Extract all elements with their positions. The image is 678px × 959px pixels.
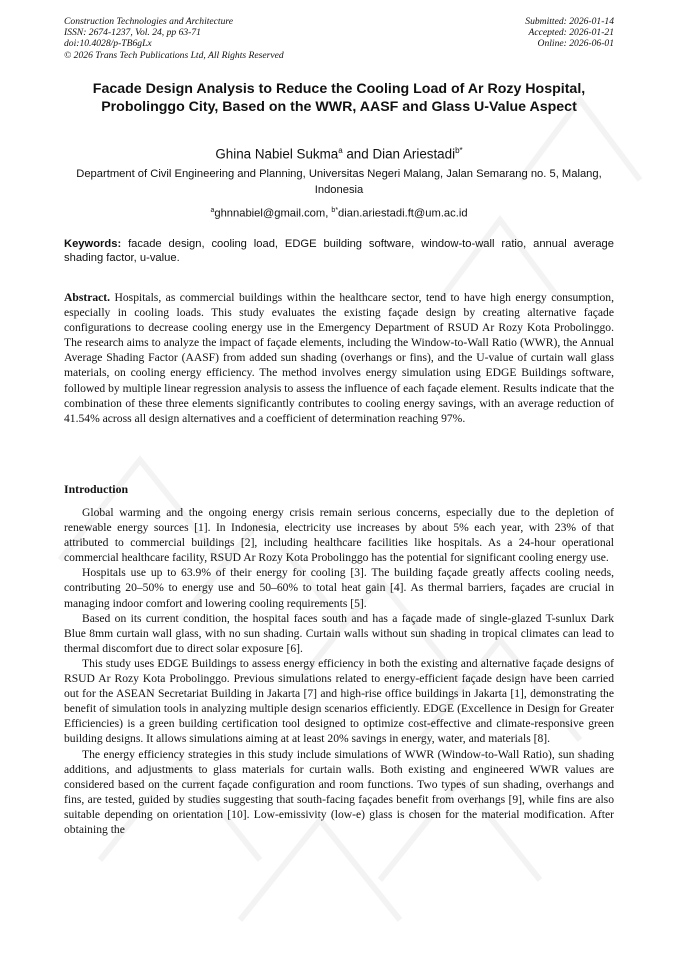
abstract-label: Abstract. [64,291,111,304]
author-2: Dian Ariestadi [372,146,456,162]
email-1-mark: a [210,207,215,214]
keywords-label: Keywords: [64,238,122,250]
introduction-body [64,505,614,837]
author-1-affil-mark: a [338,146,343,155]
email-1-link[interactable]: ghnnabiel@gmail.com, [214,207,332,220]
online-date: Online: 2026-06-01 [537,38,614,50]
abstract-text: Hospitals, as commercial buildings within the healthcare sector, tend to have high energy consumption, especially in cooling loads. This study evaluates the existing façade design by creating alternative façade configurations to decrease cooling energy use in the Emergency Department of RSUD Ar Rozy Kota Probolinggo. The research aims to analyze the impact of façade elements, including the Window-to-Wall Ratio (WWR), the Annual Average Shading Factor (AASF) from added sun shading (overhangs or fins), and the U-value of curtain wall glass materials, on cooling energy efficiency. The method involves energy simulation using EDGE Buildings software, followed by multiple linear regression analysis to assess the influence of each façade element. Results indicate that the combination of these three elements significantly contributes to cooling energy savings, with an average reduction of 41.54% across all design alternatives and a coefficient of determination reaching 97%. [64,291,614,425]
copyright-line: © 2026 Trans Tech Publications Ltd, All Rights Reserved [64,49,284,61]
intro-paragraph: Based on its current condition, the hospital faces south and has a façade made of single-glazed T-sunlux Dark Blue 8mm curtain wall glass, with no sun shading. Curtain walls without sun shading in tropical climates can lead to thermal discomfort due to direct solar exposure [6]. [64,611,614,655]
journal-name: Construction Technologies and Architecture [64,16,234,27]
submitted-date: Submitted: 2026-01-14 [525,16,614,27]
email-2-link[interactable]: dian.ariestadi.ft@um.ac.id [338,207,468,220]
journal-info [64,16,284,61]
intro-paragraph: Hospitals use up to 63.9% of their energy for cooling [3]. The building façade greatly affects cooling needs, contributing 20–50% to energy use and 50–60% to total heat gain [4]. As thermal barriers, façades are crucial in managing indoor comfort and lowering cooling requirements [5]. [64,566,614,610]
keywords [64,237,614,265]
intro-paragraph: Global warming and the ongoing energy crisis remain serious concerns, especially due to the depletion of renewable energy sources [1]. In Indonesia, electricity use increases by about 5% each year, with 23% of that attributed to commercial buildings [2], including healthcare facilities like hospitals. As a 24-hour operational commercial healthcare facility, RSUD Ar Rozy Kota Probolinggo has the potential for significant cooling energy use. [64,506,614,565]
affiliation: Department of Civil Engineering and Planning, Universitas Negeri Malang, Jalan Semarang no. 5, Malang, Indonesia [76,168,602,196]
abstract [64,290,614,426]
doi-link[interactable]: doi:10.4028/p-TB6gLx [64,38,152,50]
author-conjunction: and [342,146,373,162]
email-2-mark: b* [331,207,339,214]
email-line [64,204,614,221]
intro-paragraph: The energy efficiency strategies in this study include simulations of WWR (Window-to-Wall Ratio), sun shading additions, and adjustments to glass materials for curtain walls. Both existing and engineered WWR values are considered based on the current façade configuration and room functions. Two types of sun shading, overhangs and fins, are tested, guided by studies suggesting that south-facing façades benefit from overhangs [9], while fins are also suitable depending on orientation [10]. Low-emissivity (low-e) glass is chosen for the material modification. After obtaining the [64,747,614,836]
keywords-text: facade design, cooling load, EDGE building software, window-to-wall ratio, annual average shading factor, u-value. [64,238,614,264]
author-2-affil-mark: b* [455,146,463,155]
intro-paragraph: This study uses EDGE Buildings to assess energy efficiency in both the existing and alternative façade designs of RSUD Ar Rozy Kota Probolinggo. Previous simulations related to energy-efficient façade design have been carried out for the ASEAN Secretariat Building in Jakarta [7] and high-rise office buildings in Jakarta [1], demonstrating the benefit of simulation tools in analyzing multiple design scenarios efficiently. EDGE (Excellence in Design for Greater Efficiencies) is a green building certification tool designed to optimize cost-effective and climate-responsive green building designs. It allows simulations aiming at at least 20% savings in energy, water, and materials [8]. [64,656,614,746]
author-line [64,142,614,163]
section-heading-introduction: Introduction [64,482,129,496]
publication-dates [525,16,614,50]
issn-line: ISSN: 2674-1237, Vol. 24, pp 63-71 [64,27,201,39]
author-1: Ghina Nabiel Sukma [215,146,339,162]
paper-title: Facade Design Analysis to Reduce the Cooling Load of Ar Rozy Hospital, Probolinggo City, Based on the WWR, AASF and Glass U-Value Aspect [92,81,586,115]
accepted-date: Accepted: 2026-01-21 [528,27,614,39]
